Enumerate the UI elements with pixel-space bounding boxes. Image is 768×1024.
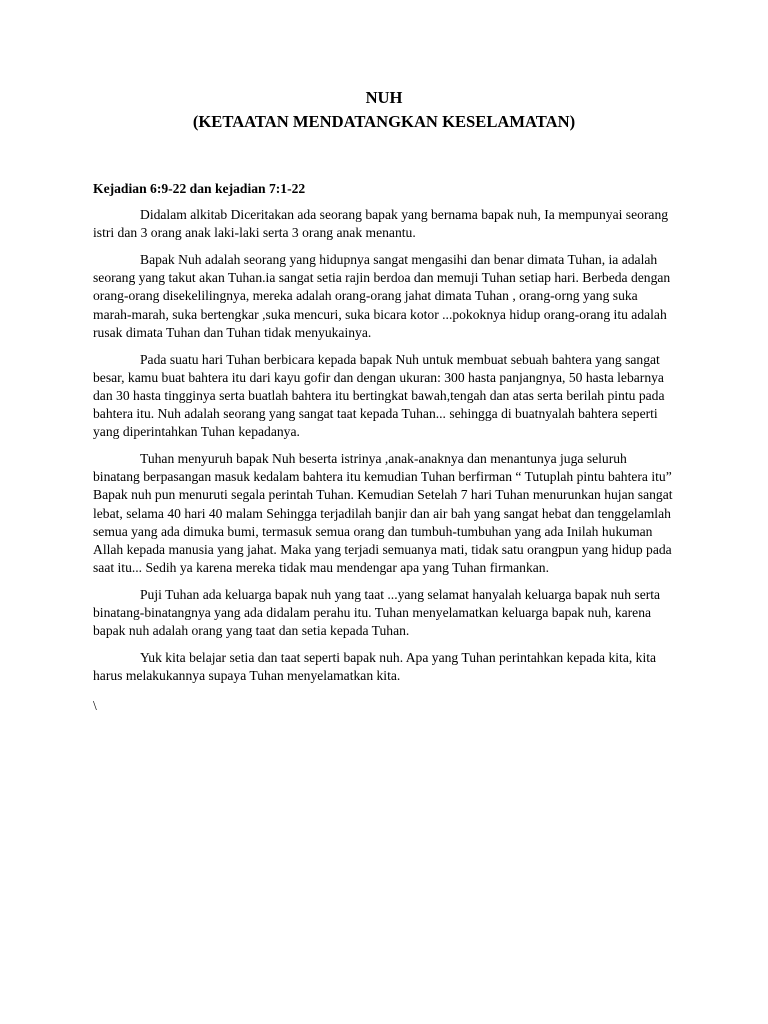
page-subtitle: (KETAATAN MENDATANGKAN KESELAMATAN) [192, 112, 576, 131]
paragraph-build-ark: Pada suatu hari Tuhan berbicara kepada bapak Nuh untuk membuat sebuah bahtera yang sangat besar, kamu buat bahtera itu dari kayu gofir dan dengan ukuran: 300 hasta panjangnya, 50 hasta lebarnya dan 30 hasta tingginya serta buatlah bahtera itu bertingkat bawah,tengah dan atas serta berilah pintu pada bahtera itu. Nuh adalah seorang yang sangat taat kepada Tuhan... sehingga di buatnyalah bahtera seperti yang diperintahkan Tuhan kepadanya. [93, 351, 665, 440]
document-body [93, 87, 675, 715]
paragraph-nuh-character: Bapak Nuh adalah seorang yang hidupnya sangat mengasihi dan benar dimata Tuhan, ia adalah seorang yang takut akan Tuhan.ia sangat setia rajin berdoa dan memuji Tuhan setiap hari. Berbeda dengan orang-orang disekelilingnya, mereka adalah orang-orang jahat dimata Tuhan , orang-orng yang suka marah-marah, suka bertengkar ,suka mencuri, suka bicara kotor ...pokoknya hidup orang-orang itu adalah rusak dimata Tuhan dan Tuhan tidak menyukainya. [93, 252, 671, 340]
paragraph-saved-family: Puji Tuhan ada keluarga bapak nuh yang taat ...yang selamat hanyalah keluarga bapak nuh serta binatang-binatangnya yang ada didalam perahu itu. Tuhan menyelamatkan keluarga bapak nuh, karena bapak nuh adalah orang yang taat dan setia kepada Tuhan. [93, 586, 661, 639]
paragraph-flood: Tuhan menyuruh bapak Nuh beserta istrinya ,anak-anaknya dan menantunya juga seluruh binatang berpasangan masuk kedalam bahtera itu kemudian Tuhan berfirman “ Tutuplah pintu bahtera itu” Bapak nuh pun menuruti segala perintah Tuhan. Kemudian Setelah 7 hari Tuhan menurunkan hujan sangat lebat, selama 40 hari 40 malam Sehingga terjadilah banjir dan air bah yang sangat hebat dan tenggelamlah semua yang ada dimuka bumi, termasuk semua orang dan tumbuh-tumbuhan yang ada Inilah hukuman Allah kepada manusia yang jahat. Maka yang terjadi semuanya mati, tidak satu orangpun yang hidup pada saat itu... Sedih ya karena mereka tidak mau mendengar apa yang Tuhan firmankan. [93, 451, 673, 575]
trailing-mark: \ [93, 698, 97, 714]
paragraph-intro: Didalam alkitab Diceritakan ada seorang bapak yang bernama bapak nuh, Ia mempunyai seorang istri dan 3 orang anak laki-laki serta 3 orang anak menantu. [93, 207, 669, 241]
page-title: NUH [365, 88, 403, 107]
scripture-reference: Kejadian 6:9-22 dan kejadian 7:1-22 [93, 181, 306, 196]
paragraph-closing: Yuk kita belajar setia dan taat seperti bapak nuh. Apa yang Tuhan perintahkan kepada kita, kita harus melakukannya supaya Tuhan menyelamatkan kita. [93, 650, 657, 684]
